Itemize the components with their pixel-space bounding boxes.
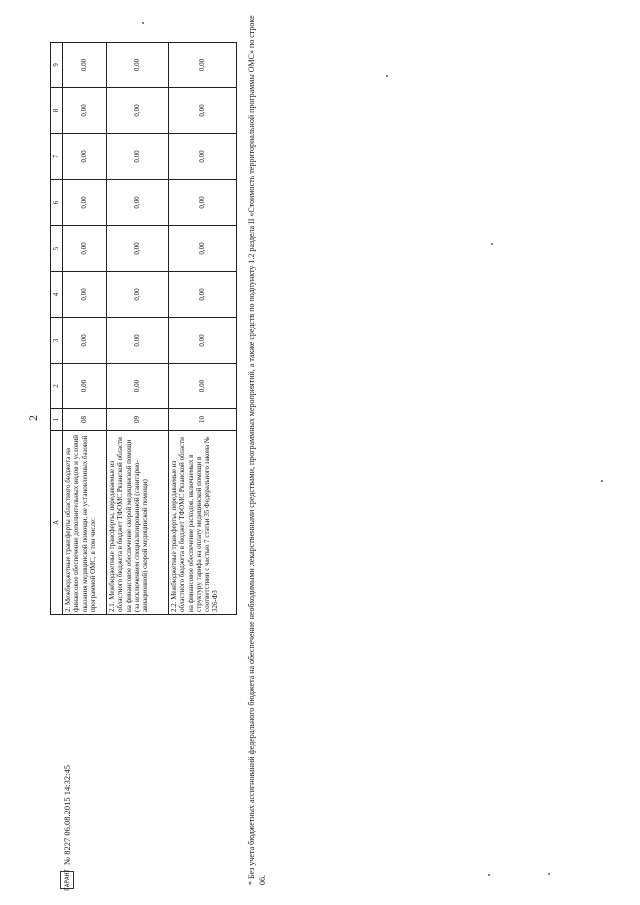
column-header: 7 xyxy=(51,134,63,180)
table-cell: 0,00 xyxy=(107,318,169,364)
table-cell: 0,00 xyxy=(63,180,107,226)
row-code: 09 xyxy=(107,409,169,431)
registration-stamp xyxy=(60,765,74,889)
row-description: 2.2. Межбюджетные трансферты, передаваемые из областного бюджета в бюджет ТФОМС Рязанской области на финансовое обеспечение расходов, включаемых в структуру тарифа на оплату медицинской помощи в соответствии с частью 7 статьи 35 Федерального закона № 326-ФЗ xyxy=(169,431,237,615)
table-header-row xyxy=(51,43,63,615)
table-cell: 0,00 xyxy=(169,364,237,409)
page-number: 2 xyxy=(26,415,40,421)
column-header: А xyxy=(51,431,63,615)
scan-speck xyxy=(142,22,144,24)
column-header: 3 xyxy=(51,318,63,364)
stamp-text: № 8227 06.08.2015 14:32:45 xyxy=(62,765,72,865)
column-header: 5 xyxy=(51,226,63,272)
scan-speck xyxy=(386,75,388,77)
table-cell: 0,00 xyxy=(63,226,107,272)
table-row xyxy=(107,43,169,615)
expenses-table xyxy=(50,42,237,615)
column-header: 6 xyxy=(51,180,63,226)
table-cell: 0,00 xyxy=(169,226,237,272)
table-cell: 0,00 xyxy=(169,318,237,364)
table-cell: 0,00 xyxy=(169,88,237,134)
column-header: 1 xyxy=(51,409,63,431)
table-cell: 0,00 xyxy=(169,134,237,180)
table-cell: 0,00 xyxy=(107,134,169,180)
scan-speck xyxy=(601,480,603,482)
column-header: 2 xyxy=(51,364,63,409)
table-cell: 0,00 xyxy=(107,226,169,272)
scan-speck xyxy=(488,874,490,876)
table-row xyxy=(63,43,107,615)
table-cell: 0,00 xyxy=(107,43,169,88)
table-cell: 0,00 xyxy=(63,134,107,180)
table-cell: 0,00 xyxy=(63,272,107,318)
table-cell: 0,00 xyxy=(169,43,237,88)
table-cell: 0,00 xyxy=(107,88,169,134)
row-code: 08 xyxy=(63,409,107,431)
table-row xyxy=(169,43,237,615)
row-code: 10 xyxy=(169,409,237,431)
table-cell: 0,00 xyxy=(107,180,169,226)
column-header: 9 xyxy=(51,43,63,88)
table-cell: 0,00 xyxy=(169,272,237,318)
scan-speck xyxy=(548,873,550,875)
row-description: 2. Межбюджетные трансферты областного бюджета на финансовое обеспечение дополнительных видов и условий оказания медицинской помощи, не установленных базовой программой ОМС, в том числе: xyxy=(63,431,107,615)
table-cell: 0,00 xyxy=(63,43,107,88)
footnote: * Без учета бюджетных ассигнований федерального бюджета на обеспечение необходимыми лекарственными средствами, программных мероприятий, а также средств по подпункту 1.2 раздела II «Стоимость территориальной программы ОМС» по строке 06. xyxy=(247,15,267,885)
table-cell: 0,00 xyxy=(63,318,107,364)
column-header: 8 xyxy=(51,88,63,134)
table-cell: 0,00 xyxy=(107,364,169,409)
garant-logo-icon: ГАРАНТ xyxy=(60,871,74,889)
scan-speck xyxy=(491,243,493,245)
table-cell: 0,00 xyxy=(169,180,237,226)
table-cell: 0,00 xyxy=(63,88,107,134)
table-cell: 0,00 xyxy=(63,364,107,409)
row-description: 2.1. Межбюджетные трансферты, передаваемые из областного бюджета в бюджет ТФОМС Рязанской области на финансовое обеспечение скорой медицинской помощи (за исключением специализированной (санитарно-авиационной) скорой медицинской помощи) xyxy=(107,431,169,615)
column-header: 4 xyxy=(51,272,63,318)
table-cell: 0,00 xyxy=(107,272,169,318)
